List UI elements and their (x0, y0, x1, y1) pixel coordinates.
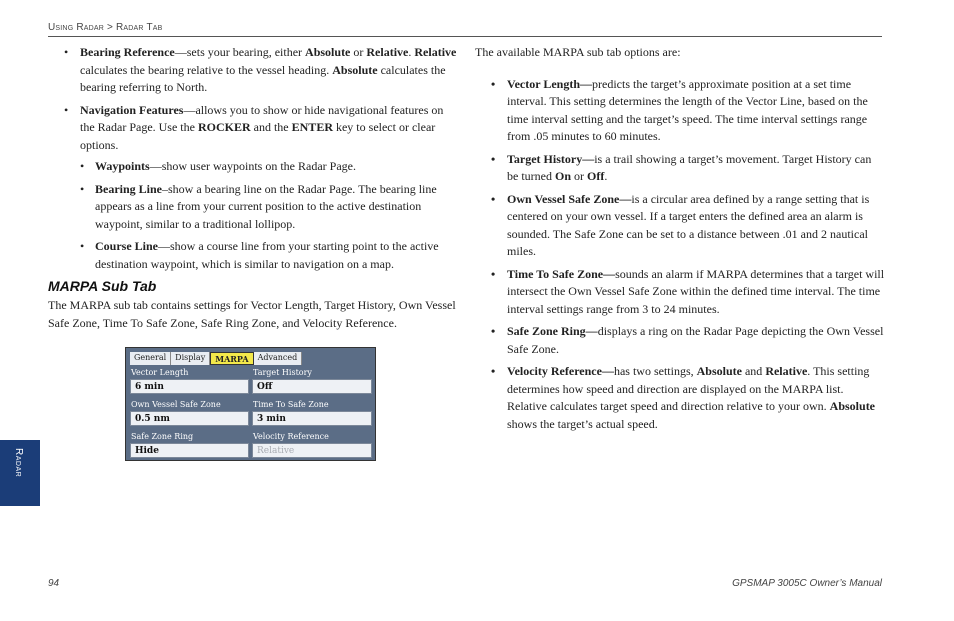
manual-title: GPSMAP 3005C Owner’s Manual (732, 578, 882, 589)
device-tabs (130, 352, 302, 365)
option-time-to-safe-zone: • Time To Safe Zone—sounds an alarm if MARPA determines that a target will intersect the Own Vessel Safe Zone within the defined time interval. The time interval settings range from 3 to 24 minutes. (475, 266, 885, 319)
field-target-history: Off (252, 379, 372, 394)
sub-bullet-bearing-line: • Bearing Line–show a bearing line on the Radar Page. The bearing line appears as a line from your current position to the active destination waypoint, similar to a traditional lollipop. (80, 181, 460, 234)
label-target-history: Target History (253, 368, 312, 377)
label-own-vessel-safe-zone: Own Vessel Safe Zone (131, 400, 221, 409)
device-tab-advanced: Advanced (254, 352, 303, 365)
sub-bullet-waypoints: • Waypoints—show user waypoints on the Radar Page. (80, 158, 460, 176)
field-safe-zone-ring: Hide (130, 443, 249, 458)
bullet-navigation-features: • Navigation Features—allows you to show or hide navigational features on the Radar Page. Use the ROCKER and the ENTER key to select or clear options. • Waypoints—show user waypoints on the Radar Page. • Bearing Line–show a bearing line on the Radar Page. The bearing line appears as a line from your current position to the active destination waypoint, similar to a traditional lollipop. • Course Line—show a course line from your starting point to the active destination waypoint, which is similar to navigation on a map. (48, 102, 460, 274)
section-title: MARPA Sub Tab (48, 278, 157, 294)
page-number: 94 (48, 578, 60, 589)
sub-bullet-course-line: • Course Line—show a course line from your starting point to the active destination waypoint, which is similar to navigation on a map. (80, 238, 460, 273)
bullet-bearing-reference: • Bearing Reference—sets your bearing, either Absolute or Relative. Relative calculates the bearing relative to the vessel heading. Absolute calculates the bearing referring to North. (48, 44, 460, 97)
label-time-to-safe-zone: Time To Safe Zone (253, 400, 329, 409)
option-target-history: • Target History—is a trail showing a target’s movement. Target History can be turned On or Off. (475, 151, 885, 186)
field-own-vessel-safe-zone: 0.5 nm (130, 411, 249, 426)
option-own-vessel-safe-zone: • Own Vessel Safe Zone—is a circular area defined by a range setting that is centered on your own vessel. If a target enters the defined area an alarm is sounded. The Safe Zone can be set to a distance between .01 and 2 nautical miles. (475, 191, 885, 261)
device-tab-general: General (130, 352, 171, 365)
right-column (475, 44, 885, 438)
label-safe-zone-ring: Safe Zone Ring (131, 432, 194, 441)
label-vector-length: Vector Length (131, 368, 189, 377)
section-side-tab (0, 440, 40, 506)
option-velocity-reference: • Velocity Reference—has two settings, Absolute and Relative. This setting determines how speed and direction are displayed on the MARPA list. Relative calculates target speed and direction relative to your own. Absolute shows the target’s actual speed. (475, 363, 885, 433)
marpa-screen-image (125, 347, 376, 461)
field-vector-length: 6 min (130, 379, 249, 394)
label-velocity-reference: Velocity Reference (253, 432, 329, 441)
header-rule (48, 36, 882, 37)
option-vector-length: • Vector Length—predicts the target’s approximate position at a set time interval. This setting determines the length of the Vector Line, based on the time interval setting and the target’s speed. The time interval settings range from .05 minutes to 60 minutes. (475, 76, 885, 146)
section-text: The MARPA sub tab contains settings for Vector Length, Target History, Own Vessel Safe Zone, Time To Safe Zone, Safe Ring Zone, and Velocity Reference. (48, 298, 456, 330)
field-time-to-safe-zone: 3 min (252, 411, 372, 426)
option-safe-zone-ring: • Safe Zone Ring—displays a ring on the Radar Page depicting the Own Vessel Safe Zone. (475, 323, 885, 358)
left-column (48, 44, 460, 332)
device-tab-display: Display (171, 352, 210, 365)
field-velocity-reference: Relative (252, 443, 372, 458)
side-tab-label: Radar (13, 448, 24, 478)
breadcrumb: Using Radar > Radar Tab (48, 22, 163, 33)
options-intro: The available MARPA sub tab options are: (475, 45, 681, 59)
device-tab-marpa: MARPA (210, 352, 253, 365)
